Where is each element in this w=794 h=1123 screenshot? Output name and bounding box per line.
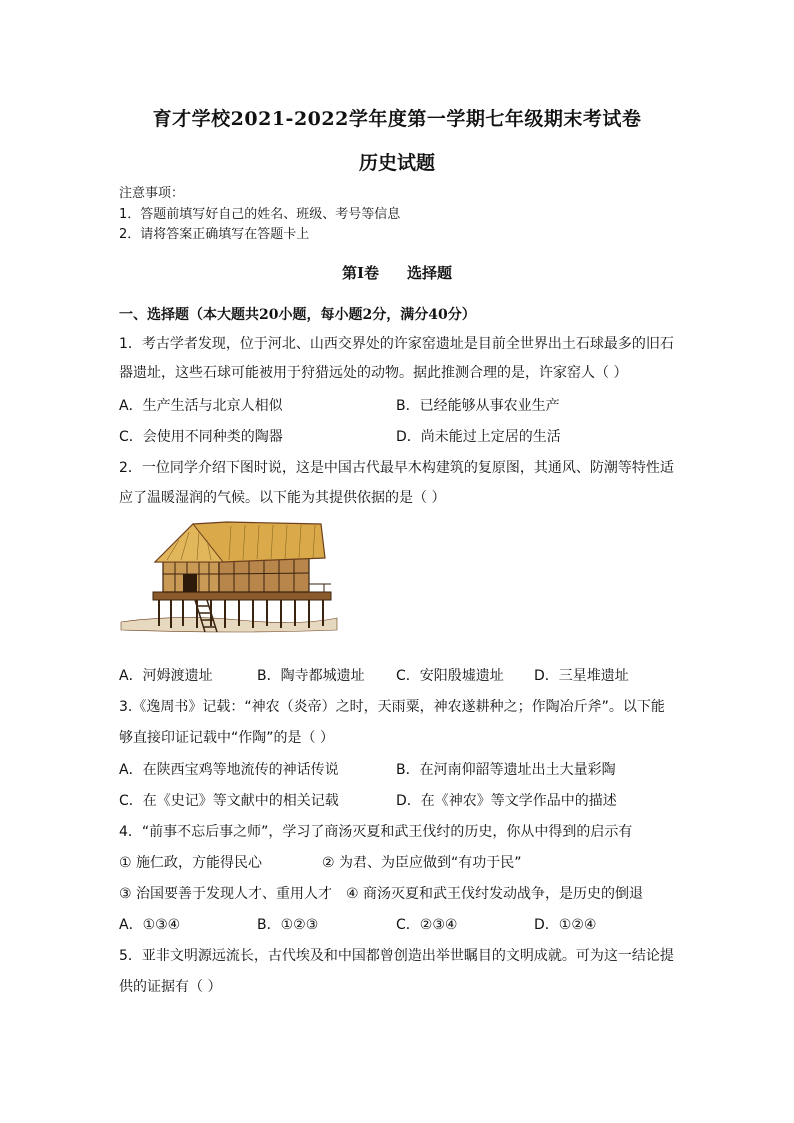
q4-statement-1: ① 施仁政，方能得民心 (119, 855, 263, 871)
notes-item-2: 2．请将答案正确填写在答题卡上 (119, 227, 310, 242)
section-part: 第Ⅰ卷 (341, 264, 379, 282)
q1-option-a: A．生产生活与北京人相似 (119, 398, 283, 414)
q4-option-b: B．①②③ (257, 917, 319, 933)
q4-option-d: D．①②④ (534, 917, 597, 933)
q5-line-2: 供的证据有（ ） (119, 979, 222, 995)
notes-block (119, 184, 400, 246)
q3-line-2: 够直接印证记载中“作陶”的是（ ） (119, 730, 334, 746)
notes-heading: 注意事项： (119, 186, 185, 201)
q2-option-a: A．河姆渡遗址 (119, 668, 213, 684)
q2-option-b: B．陶寺都城遗址 (257, 668, 365, 684)
q5-line-1: 5．亚非文明源远流长，古代埃及和中国都曾创造出举世瞩目的文明成就。可为这一结论提 (119, 948, 674, 964)
q1-line-1: 1．考古学者发现，位于河北、山西交界处的许家窑遗址是目前全世界出土石球最多的旧石 (119, 336, 674, 352)
q3-option-c: C．在《史记》等文献中的相关记载 (119, 793, 339, 809)
q2-option-c: C．安阳殷墟遗址 (396, 668, 504, 684)
notes-item-1: 1．答题前填写好自己的姓名、班级、考号等信息 (119, 206, 401, 222)
section-heading (0, 262, 794, 283)
q4-option-c: C．②③④ (396, 917, 458, 933)
q3-option-d: D．在《神农》等文学作品中的描述 (396, 793, 617, 809)
exam-subtitle: 历史试题 (358, 152, 435, 174)
q4-line-1: 4．“前事不忘后事之师”，学习了商汤灭夏和武王伐纣的历史，你从中得到的启示有 (119, 824, 633, 840)
q4-option-a: A．①③④ (119, 917, 181, 933)
section-type: 选择题 (407, 264, 453, 282)
q1-option-b: B．已经能够从事农业生产 (396, 398, 560, 414)
q4-statement-2: ② 为君、为臣应做到“有功于民” (322, 855, 522, 871)
q1-line-2: 器遗址，这些石球可能被用于狩猎远处的动物。据此推测合理的是，许家窑人（ ） (119, 365, 628, 381)
q4-statement-3: ③ 治国要善于发现人才、重用人才 (119, 886, 333, 902)
q1-option-c: C．会使用不同种类的陶器 (119, 429, 283, 445)
q2-option-d: D．三星堆遗址 (534, 668, 629, 684)
q2-line-2: 应了温暖湿润的气候。以下能为其提供依据的是（ ） (119, 490, 446, 506)
exam-title: 育才学校2021-2022学年度第一学期七年级期末考试卷 (152, 108, 642, 130)
part-heading: 一、选择题（本大题共20小题，每小题2分，满分40分） (119, 307, 476, 323)
q3-option-b: B．在河南仰韶等遗址出土大量彩陶 (396, 762, 616, 778)
q1-option-d: D．尚未能过上定居的生活 (396, 429, 561, 445)
q3-option-a: A．在陕西宝鸡等地流传的神话传说 (119, 762, 339, 778)
stilt-house-illustration (119, 518, 339, 638)
q2-line-1: 2．一位同学介绍下图时说，这是中国古代最早木构建筑的复原图，其通风、防潮等特性适 (119, 460, 674, 476)
q3-line-1: 3.《逸周书》记载：“神农（炎帝）之时，天雨粟，神农遂耕种之；作陶冶斤斧”。以下能 (119, 699, 665, 715)
q4-statement-4: ④ 商汤灭夏和武王伐纣发动战争，是历史的倒退 (346, 886, 643, 902)
